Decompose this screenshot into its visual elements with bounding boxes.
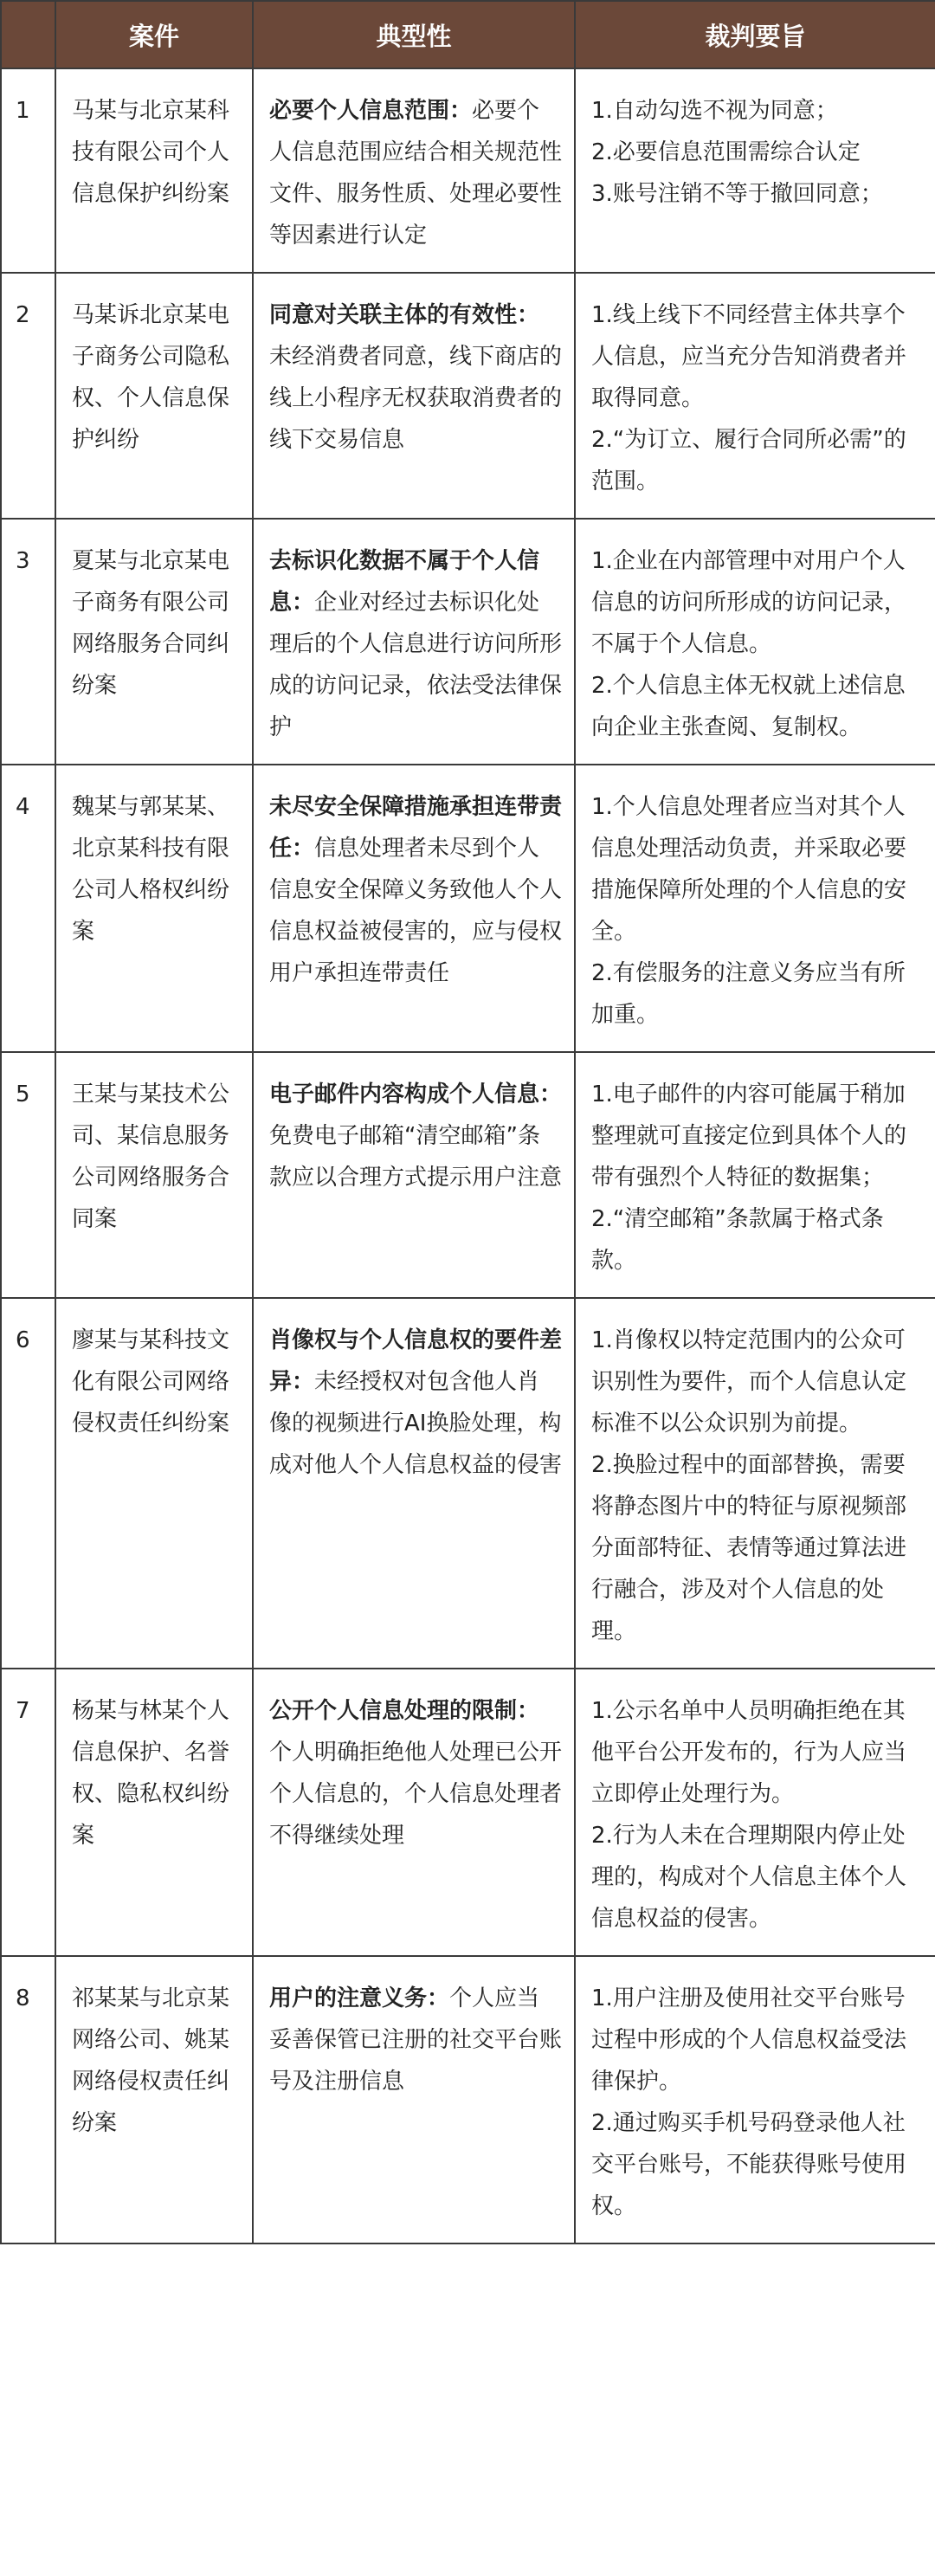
table-row [1,1956,935,2244]
table-row [1,1298,935,1669]
row-number: 3 [1,519,55,765]
header-typical: 典型性 [253,1,575,68]
typical-text: 个人应当妥善保管已注册的社交平台账号及注册信息 [269,1985,563,2095]
table-body [1,68,935,2244]
table-row [1,273,935,519]
typical-cell [253,1052,575,1298]
typical-title: 必要个人信息范围： [269,98,473,124]
typical-text: 未经消费者同意，线下商店的线上小程序无权获取消费者的线下交易信息 [269,344,563,453]
table-row [1,68,935,273]
row-number: 2 [1,273,55,519]
typical-text: 企业对经过去标识化处理后的个人信息进行访问所形成的访问记录，依法受法律保护 [269,590,563,740]
ruling-points [575,1298,935,1669]
row-number: 1 [1,68,55,273]
typical-title: 肖像权与个人信息权的要件差异： [269,1327,563,1395]
ruling-point: 1.企业在内部管理中对用户个人信息的访问所形成的访问记录，不属于个人信息。 [591,548,907,657]
case-name: 廖某与某科技文化有限公司网络侵权责任纠纷案 [55,1298,253,1669]
typical-title: 去标识化数据不属于个人信息： [269,548,540,616]
table-row [1,1669,935,1956]
typical-cell [253,1669,575,1956]
ruling-point: 2.“清空邮箱”条款属于格式条款。 [591,1206,884,1274]
typical-title: 同意对关联主体的有效性： [269,302,540,328]
typical-cell [253,68,575,273]
ruling-point: 2.“为订立、履行合同所必需”的范围。 [591,427,906,494]
typical-cell [253,273,575,519]
ruling-point: 1.公示名单中人员明确拒绝在其他平台公开发布的，行为人应当立即停止处理行为。 [591,1698,907,1807]
case-name: 杨某与林某个人信息保护、名誉权、隐私权纠纷案 [55,1669,253,1956]
ruling-point: 1.电子邮件的内容可能属于稍加整理就可直接定位到具体个人的带有强烈个人特征的数据集； [591,1081,907,1191]
header-case: 案件 [55,1,253,68]
table-row [1,765,935,1052]
ruling-point: 2.必要信息范围需综合认定 [591,139,861,165]
typical-title: 电子邮件内容构成个人信息： [269,1081,563,1107]
ruling-point: 2.通过购买手机号码登录他人社交平台账号，不能获得账号使用权。 [591,2110,907,2219]
ruling-point: 1.线上线下不同经营主体共享个人信息，应当充分告知消费者并取得同意。 [591,302,907,411]
typical-text: 个人明确拒绝他人处理已公开个人信息的，个人信息处理者不得继续处理 [269,1740,563,1849]
ruling-points [575,1052,935,1298]
typical-cell [253,765,575,1052]
ruling-points [575,1669,935,1956]
ruling-points [575,273,935,519]
case-name: 王某与某技术公司、某信息服务公司网络服务合同案 [55,1052,253,1298]
case-name: 夏某与北京某电子商务有限公司网络服务合同纠纷案 [55,519,253,765]
typical-text: 未经授权对包含他人肖像的视频进行AI换脸处理，构成对他人个人信息权益的侵害 [269,1369,563,1478]
ruling-point: 2.换脸过程中的面部替换，需要将静态图片中的特征与原视频部分面部特征、表情等通过算法进行融合，涉及对个人信息的处理。 [591,1452,907,1644]
ruling-points [575,68,935,273]
typical-cell [253,1298,575,1669]
header-points: 裁判要旨 [575,1,935,68]
case-name: 魏某与郭某某、北京某科技有限公司人格权纠纷案 [55,765,253,1052]
table-row [1,1052,935,1298]
ruling-points [575,1956,935,2244]
row-number: 8 [1,1956,55,2244]
ruling-point: 2.个人信息主体无权就上述信息向企业主张查阅、复制权。 [591,673,906,740]
ruling-point: 1.自动勾选不视为同意； [591,98,838,124]
case-name: 祁某某与北京某网络公司、姚某网络侵权责任纠纷案 [55,1956,253,2244]
row-number: 6 [1,1298,55,1669]
ruling-points [575,765,935,1052]
typical-title: 公开个人信息处理的限制： [269,1698,540,1724]
case-name: 马某诉北京某电子商务公司隐私权、个人信息保护纠纷 [55,273,253,519]
ruling-point: 3.账号注销不等于撤回同意； [591,181,883,207]
ruling-point: 1.用户注册及使用社交平台账号过程中形成的个人信息权益受法律保护。 [591,1985,907,2095]
table-row [1,519,935,765]
ruling-point: 2.行为人未在合理期限内停止处理的，构成对个人信息主体个人信息权益的侵害。 [591,1823,907,1932]
row-number: 7 [1,1669,55,1956]
typical-cell [253,519,575,765]
header-num [1,1,55,68]
ruling-point: 2.有偿服务的注意义务应当有所加重。 [591,960,906,1028]
typical-cell [253,1956,575,2244]
row-number: 5 [1,1052,55,1298]
typical-title: 未尽安全保障措施承担连带责任： [269,794,563,862]
ruling-point: 1.个人信息处理者应当对其个人信息处理活动负责，并采取必要措施保障所处理的个人信息的安全。 [591,794,907,945]
ruling-points [575,519,935,765]
row-number: 4 [1,765,55,1052]
ruling-point: 1.肖像权以特定范围内的公众可识别性为要件，而个人信息认定标准不以公众识别为前提。 [591,1327,907,1436]
typical-text: 免费电子邮箱“清空邮箱”条款应以合理方式提示用户注意 [269,1123,563,1191]
typical-title: 用户的注意义务： [269,1985,450,2011]
case-name: 马某与北京某科技有限公司个人信息保护纠纷案 [55,68,253,273]
header-row [1,1,935,68]
typical-text: 必要个人信息范围应结合相关规范性文件、服务性质、处理必要性等因素进行认定 [269,98,563,249]
typical-text: 信息处理者未尽到个人信息安全保障义务致他人个人信息权益被侵害的，应与侵权用户承担连带责任 [269,836,563,986]
